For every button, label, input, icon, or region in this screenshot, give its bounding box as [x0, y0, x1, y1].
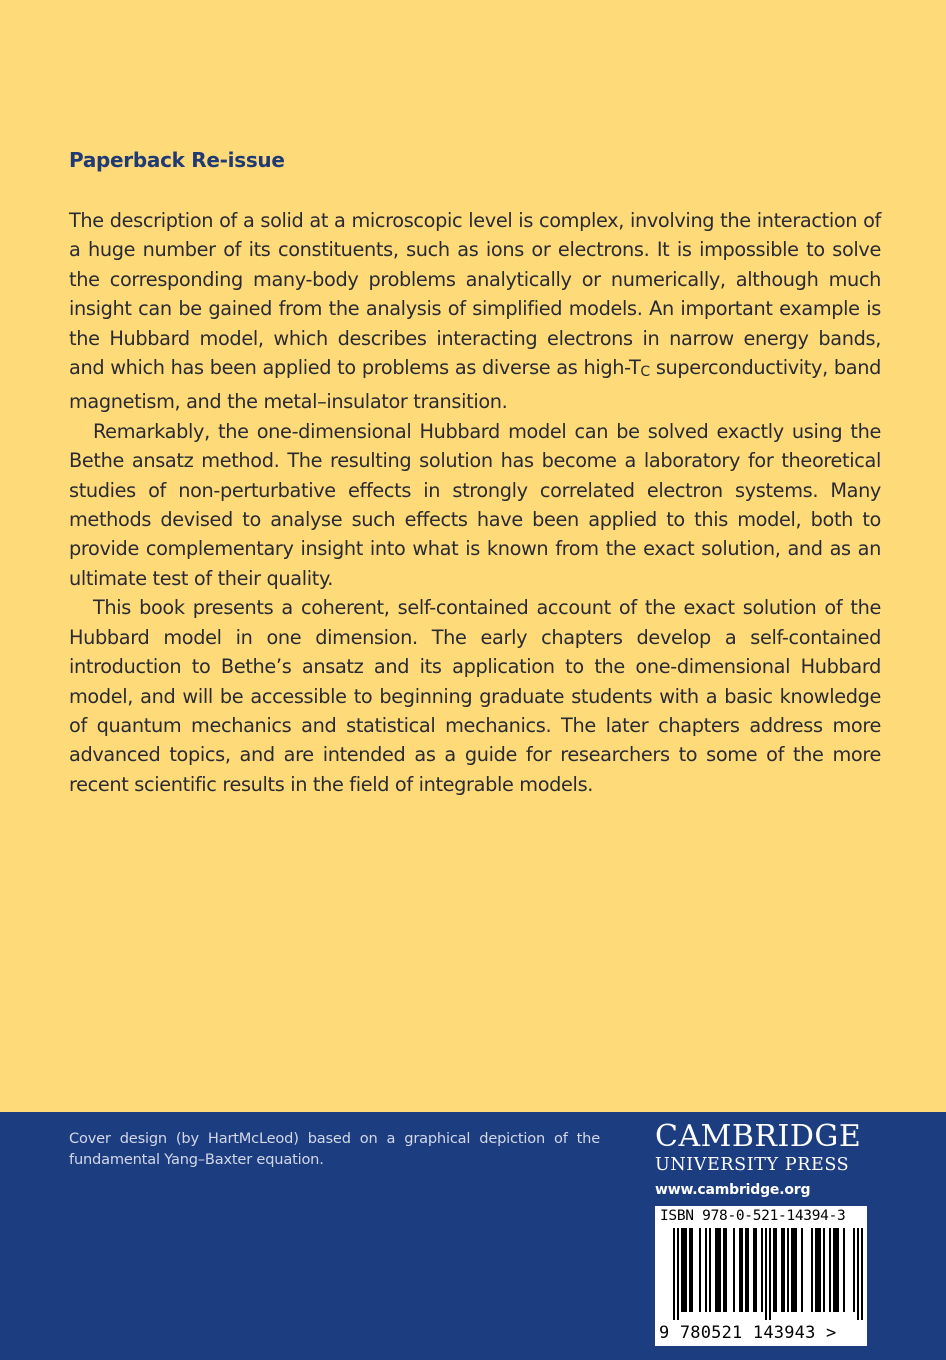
blurb-paragraph-1-main: The description of a solid at a microscopic level is complex, involving the interaction of a huge number of its constituents, such as ions or electrons. It is impossible to solve the corresponding many-body problems analytically or numerically, although much insight can be gained from the analysis of simplified models. An important example is the Hubbard model, which describes interacting electrons in narrow energy bands, and which has been applied to problems as diverse as high-T [69, 209, 881, 380]
barcode-bar [673, 1228, 675, 1320]
barcode-bar [793, 1228, 795, 1312]
blurb-paragraph-1-end: superconductivity, band magnetism, and the metal–insulator transition. [69, 356, 881, 414]
publisher-logo [655, 1120, 875, 1200]
barcode-bar [817, 1228, 819, 1312]
barcode-bar [815, 1228, 817, 1312]
barcode-bar [677, 1228, 679, 1320]
barcode-bar [795, 1228, 797, 1312]
barcode-bar [781, 1228, 783, 1312]
barcode-bar [715, 1228, 717, 1312]
barcode-bar [689, 1228, 691, 1312]
barcode-bar [691, 1228, 693, 1312]
barcode-bar [755, 1228, 757, 1312]
barcode-bar [761, 1228, 763, 1312]
barcode-bar [787, 1228, 789, 1312]
barcode-bar [837, 1228, 839, 1312]
barcode-bar [747, 1228, 749, 1312]
blurb-paragraph-1 [69, 206, 881, 417]
barcode-bar [857, 1228, 859, 1320]
barcode-bar [719, 1228, 721, 1312]
barcode-bar [723, 1228, 725, 1312]
barcode-bar [791, 1228, 793, 1312]
barcode-bar [835, 1228, 837, 1312]
barcode-bar [717, 1228, 719, 1312]
barcode-bar [801, 1228, 803, 1312]
barcode-bar [853, 1228, 855, 1312]
barcode-bar [685, 1228, 687, 1312]
barcode-bar [769, 1228, 771, 1320]
publisher-name: CAMBRIDGE [655, 1119, 862, 1154]
barcode-bars [659, 1228, 863, 1320]
barcode-bar [683, 1228, 685, 1312]
barcode-bar [773, 1228, 775, 1312]
barcode-bar [811, 1228, 813, 1312]
barcode-bar [753, 1228, 755, 1312]
barcode-bar [741, 1228, 743, 1312]
barcode-bar [765, 1228, 767, 1320]
barcode-bar [733, 1228, 735, 1312]
barcode-bar [725, 1228, 727, 1312]
barcode-bar [739, 1228, 741, 1312]
publisher-url: www.cambridge.org [655, 1182, 811, 1198]
barcode-bar [699, 1228, 701, 1312]
barcode-bar [681, 1228, 683, 1312]
cover-design-credit: Cover design (by HartMcLeod) based on a graphical depiction of the fundamental Yang–Baxter equation. [69, 1130, 600, 1168]
blurb-paragraph-2: Remarkably, the one-dimensional Hubbard model can be solved exactly using the Bethe ansatz method. The resulting solution has become a laboratory for theoretical studies of non-perturbative effects in strongly correlated electron systems. Many methods devised to analyse such effects have been applied to this model, both to provide complementary insight into what is known from the exact solution, and as an ultimate test of their quality. [69, 419, 881, 590]
barcode-bar [819, 1228, 821, 1312]
barcode-bar [783, 1228, 785, 1312]
tc-subscript: C [640, 364, 650, 381]
isbn-barcode [655, 1206, 867, 1346]
barcode-bar [829, 1228, 831, 1312]
barcode-bar [861, 1228, 863, 1320]
blurb-text [69, 206, 881, 799]
cover-heading: Paperback Re-issue [69, 148, 285, 172]
barcode-bar [823, 1228, 825, 1312]
ean-digits: 9 780521 143943 > [659, 1323, 837, 1343]
barcode-bar [709, 1228, 711, 1312]
publisher-subtitle: UNIVERSITY PRESS [655, 1155, 850, 1175]
barcode-bar [745, 1228, 747, 1312]
blurb-paragraph-3: This book presents a coherent, self-contained account of the exact solution of the Hubbard model in one dimension. The early chapters develop a self-contained introduction to Bethe’s ansatz and its application to the one-dimensional Hubbard model, and will be accessible to beginning graduate students with a basic knowledge of quantum mechanics and statistical mechanics. The later chapters address more advanced topics, and are intended as a guide for researchers to some of the more recent scientific results in the field of integrable models. [69, 596, 881, 796]
barcode-bar [833, 1228, 835, 1312]
isbn-label: ISBN 978-0-521-14394-3 [660, 1208, 846, 1224]
barcode-bar [843, 1228, 845, 1312]
barcode-bar [705, 1228, 707, 1312]
barcode-bar [775, 1228, 777, 1312]
